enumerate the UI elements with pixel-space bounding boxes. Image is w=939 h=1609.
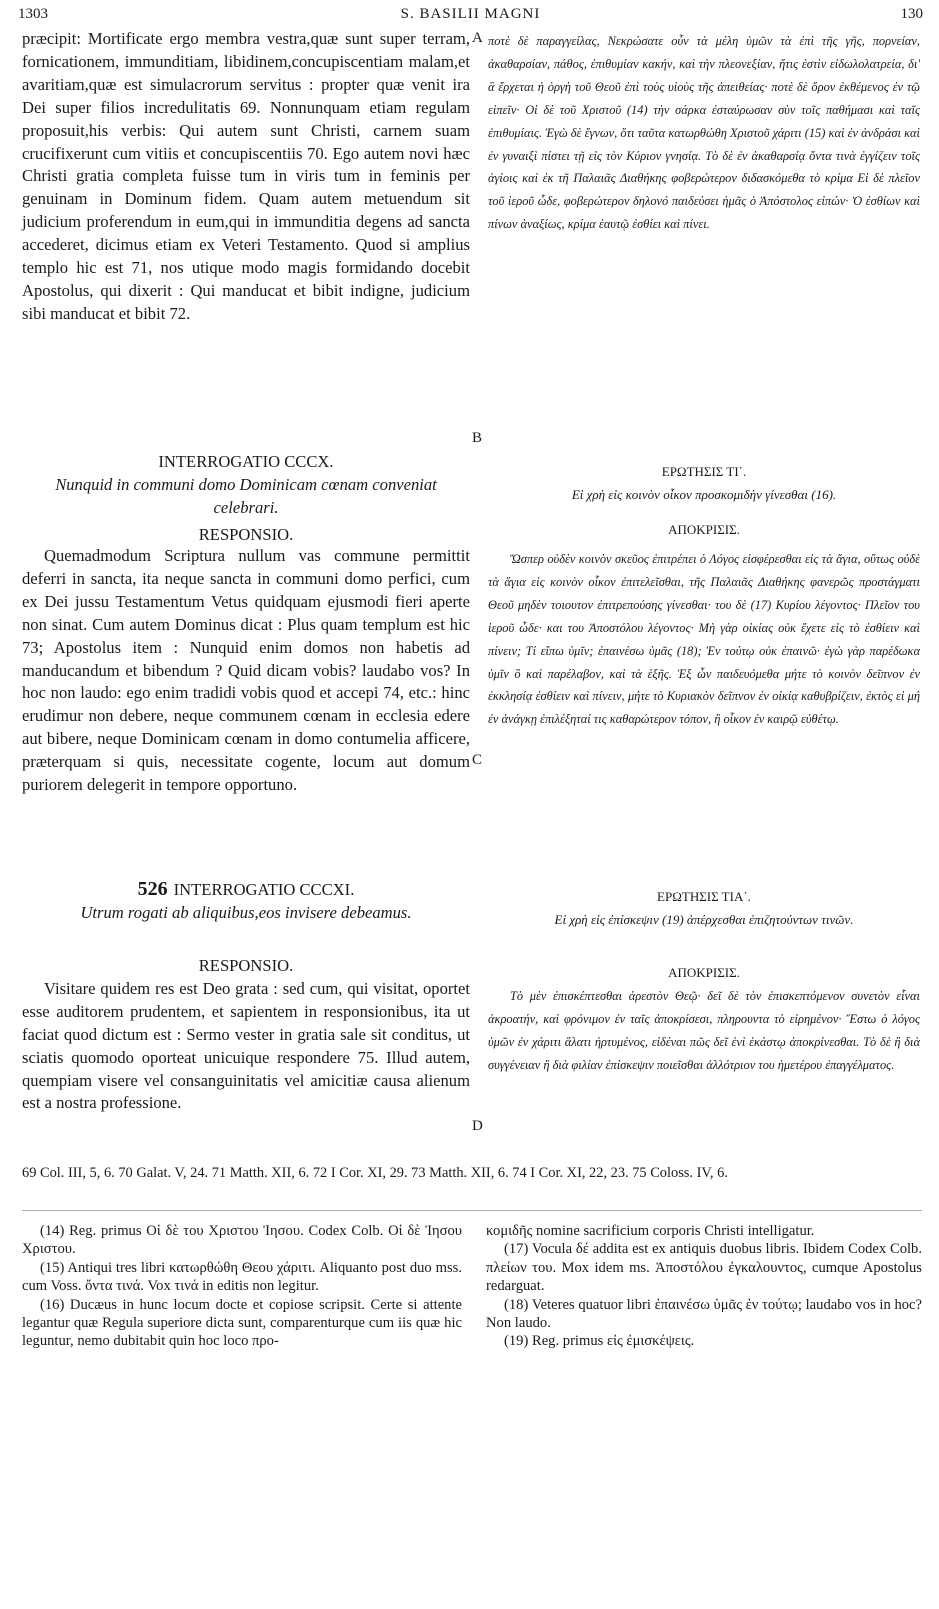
note-17: (17) Vocula δέ addita est ex antiquis duobus libris. Ibidem Codex Colb. πλείων του. Mox idem ms. Ἀποστόλου ἐγκαλουντος, cumque Apostolus redarguat.	[486, 1241, 922, 1295]
editorial-notes-left	[22, 1222, 462, 1351]
latin-q311-question: Utrum rogati ab aliquibus,eos invisere debeamus.	[80, 902, 412, 922]
latin-q311-response-block	[22, 955, 470, 1115]
margin-marker-d: D	[472, 1118, 483, 1134]
greek-q310-heading-block	[488, 461, 920, 542]
note-18: (18) Veteres quatuor libri ἐπαινέσω ὑμᾶς ἐν τούτῳ; laudabo vos in hoc? Non laudo.	[486, 1296, 922, 1332]
page-number-right: 130	[900, 6, 923, 22]
footnote-divider	[22, 1210, 922, 1211]
page-number-left: 1303	[18, 6, 48, 22]
latin-q310-heading-block	[22, 451, 470, 547]
greek-q311-heading-block	[488, 886, 920, 932]
latin-q310-response-block	[22, 545, 470, 797]
note-16: (16) Ducæus in hunc locum docte et copiose scripsit. Certe si attente legantur quæ Regula superiore dicta sunt, comparenturque cum iis quæ hic leguntur, nemo dubitabit quin hoc loco προ-	[22, 1296, 462, 1350]
running-header	[18, 6, 923, 28]
latin-q310-response-heading: RESPONSIO.	[198, 524, 294, 544]
latin-q311-heading: INTERROGATIO CCCXI.	[173, 880, 355, 899]
margin-marker-b: B	[472, 430, 483, 446]
greek-q311-question: Εἰ χρὴ εἰς ἐπίσκεψιν (19) ἀπέρχεσθαι ἐπιζητούντων τινῶν.	[554, 911, 854, 927]
latin-q311-response-heading: RESPONSIO.	[198, 956, 294, 975]
greek-q311-heading: ΕΡΩΤΗΣΙΣ ΤΙΑ΄.	[657, 889, 751, 904]
margin-marker-a: A	[472, 30, 483, 46]
greek-intro-block	[488, 30, 920, 236]
note-19: (19) Reg. primus εἰς ἐμισκέψεις.	[504, 1333, 695, 1350]
latin-q310-heading: INTERROGATIO CCCX.	[158, 452, 334, 471]
editorial-notes-right	[486, 1222, 922, 1351]
latin-intro-text: præcipit: Mortificate ergo membra vestra,quæ sunt super terram, fornicationem, immunditiam, libidinem,concupiscentiam malam,et avaritiam,quæ est simulacrorum servitus : propter quæ venit ira Dei super filios incredulitatis 69. Nonnunquam etiam regulam proposuit,his verbis: Qui autem sunt Christi, carnem suam crucifixerunt cum vitiis et concupiscentiis 70. Ego autem novi hæc Christi gratia completa fuisse tum in viris tum in feminis per genuinam in Dominum fidem. Quam autem metuendum sit judicium proferendum in eum,qui in immunditia degens ad sancta accederet, dicimus etiam ex Veteri Testamento. Quod si amplius templo hic est 71, nos utique modo magis formidando docebit Apostolus, qui dixerit : Qui manducat et bibit indigne, judicium sibi manducat et bibit 72.	[22, 29, 470, 323]
latin-intro-block	[22, 28, 470, 326]
greek-intro-text: ποτὲ δὲ παραγγείλας, Νεκρώσατε οὖν τὰ μέλη ὑμῶν τὰ ἐπὶ τῆς γῆς, πορνείαν, ἀκαθαρσίαν, πάθος, ἐπιθυμίαν κακήν, καὶ τὴν πλεονεξίαν, ἥτις ἐστὶν εἰδωλολατρεία, δι' ἃ ἔρχεται ἡ ὀργὴ τοῦ Θεοῦ ἐπὶ τοὺς υἱοὺς τῆς ἀπειθείας· ποτὲ δὲ ὅρον ἐκθέμενος ἐν τῷ εἰπεῖν· Οἱ δὲ τοῦ Χριστοῦ (14) τὴν σάρκα ἐσταύρωσαν σὺν τοῖς παθήμασι καὶ ταῖς ἐπιθυμίαις. Ἐγὼ δὲ ἔγνων, ὅτι ταῦτα κατωρθώθη Χριστοῦ χάριτι (15) καὶ ἐν ἀνδράσι καὶ ἐν γυναιξὶ πίστει τῇ εἰς τὸν Κύριον γνησίᾳ. Τὸ δὲ ἐν ἀκαθαρσίᾳ ὄντα τινὰ ἐγγίζειν τοῖς ἁγίοις καὶ ἐκ τῆ Παλαιᾶς Διαθήκης φοβερώτερον διδασκόμεθα τὸ κρίμα Εἰ δὲ πλεῖον τοῦ ἱεροῦ ὧδε, φοβερώτερον δηλονό παιδεύσει ἡμᾶς ὁ Ἀπόστολος εἰπών· Ὁ ἐσθίων καὶ πίνων ἀναξίως, κρίμα ἑαυτῷ ἐσθίει καὶ πίνει.	[488, 34, 920, 232]
latin-q310-response: Quemadmodum Scriptura nullum vas commune permittit deferri in sancta, ita neque sancta in communi domo perfici, cum ex Dei jussu Testamentum Vetus quidquam ejusmodi fieri aperte non sinat. Cum autem Dominus dicat : Plus quam templum est hic 73; Apostolus item : Nunquid enim domos non habetis ad manducandum et bibendum ? Quid dicam vobis? laudabo vos? In hoc non laudo: ego enim tradidi vobis quod et accepi 74, etc.: hinc erudimur non debere, neque communem cœnam in ecclesia edere aut bibere, neque Dominicam cœnam in domo contumelia afficere, præterquam si quis, necessitate cogente, locum aut domum puriorem delegerit in tempore opportuno.	[22, 546, 470, 795]
margin-marker-c: C	[472, 752, 483, 768]
greek-q310-response: Ὥσπερ οὐδὲν κοινὸν σκεῦος ἐπιτρέπει ὁ Λόγος εἰσφέρεσθαι εἰς τὰ ἅγια, οὕτως οὐδὲ τὰ ἅγια εἰς κοινὸν οἶκον ἐπιτελεῖσθαι, τῆς Παλαιᾶς Διαθήκης φανερῶς προστάγματι Θεοῦ μηδὲν τοιουτον ἐπιτρεπούσης γίνεσθαι· του δὲ (17) Κυρίου λέγοντος· Πλεῖον του ἱεροῦ ὧδε· και του Ἀποστόλου λέγοντος· Μὴ γὰρ οἰκίας οὐκ ἔχετε εἰς τὸ ἐσθίειν καὶ πίνειν; Τί εἴπω ὑμῖν; ἐπαινέσω ὑμᾶς (18); Ἐν τούτῳ οὐκ ἐπαινῶ· ἐγὼ γὰρ παρέδωκα ὑμῖν ὃ καὶ παρέλαβον, καὶ τὰ ἑξῆς. Ἐξ ὧν παιδευόμεθα μήτε τὸ κοινὸν δεῖπνον ἐν ἐκκλησίᾳ ἐσθίειν καὶ πίνειν, μήτε τὸ Κυριακὸν δεῖπνον ἐν οἰκίᾳ καθυβρίζειν, ἐκτὸς εἰ μή ἐν ἀνάγκῃ ἐπιλέξηταί τις καθαρώτερον τόπον, ἢ οἶκον ἐν καιρῷ εὐθέτῳ.	[488, 552, 920, 727]
greek-q310-question: Εἰ χρὴ εἰς κοινὸν οἶκον προσκομιδὴν γίνεσθαι (16).	[571, 486, 837, 502]
greek-q311-response-heading: ΑΠΟΚΡΙΣΙΣ.	[668, 965, 740, 980]
greek-q310-response-heading: ΑΠΟΚΡΙΣΙΣ.	[668, 521, 740, 537]
latin-q311-heading-block	[22, 878, 470, 925]
greek-q311-response: Τὸ μὲν ἐπισκέπτεσθαι ἀρεστὸν Θεῷ· δεῖ δὲ τὸν ἐπισκεπτόμενον συνετὸν εἶναι ἀκροατήν, καὶ φρόνιμον ἐν ταῖς ἀποκρίσεσι, πληρουντα τὸ εἰρημένον· Ἔστω ὁ λόγος ὑμῶν ἐν χάριτι ἅλατι ἠρτυμένος, εἰδέναι πῶς δεῖ ἑνὶ ἑκάστῳ ἀποκρίνεσθαι. Τὸ δὲ ἢ διὰ συγγένειαν ἢ διὰ φιλίαν ἐπίσκεψιν ποιεῖσθαι ἀλλότριον του ἡμετέρου ἐπαγγέλματος.	[488, 988, 920, 1072]
scripture-references	[22, 1163, 922, 1183]
greek-q310-response-block	[488, 548, 920, 731]
column-number: 526	[137, 878, 168, 900]
scripture-references-text: 69 Col. III, 5, 6. 70 Galat. V, 24. 71 Matth. XII, 6. 72 I Cor. XI, 29. 73 Matth. XII, 6. 74 I Cor. XI, 22, 23. 75 Coloss. IV, 6.	[22, 1165, 728, 1181]
latin-q310-question: Nunquid in communi domo Dominicam cœnam conveniat celebrari.	[55, 474, 437, 517]
note-15: (15) Antiqui tres libri κατωρθώθη Θεου χάριτι. Aliquanto post duo mss. cum Voss. ὄντα τινά. Vox τινά in editis non legitur.	[22, 1259, 462, 1295]
latin-q311-response: Visitare quidem res est Deo grata : sed cum, qui visitat, oportet esse auditorem prudentem, et sapientem in responsionibus, ita ut faciat quod dictum est : Sermo vester in gratia sale sit conditus, ut sciatis quomodo oporteat unicuique respondere 75. Illud autem, quempiam visere vel consanguinitatis vel amicitiæ causa alienum est a nostra professione.	[22, 978, 470, 1113]
greek-q310-heading: ΕΡΩΤΗΣΙΣ ΤΙ΄.	[661, 464, 747, 479]
greek-q311-response-block	[488, 962, 920, 1077]
note-14: (14) Reg. primus Οἱ δὲ του Χριστου Ἰησου. Codex Colb. Οἱ δὲ Ἰησου Χριστου.	[22, 1223, 462, 1258]
running-title: S. BASILII MAGNI	[400, 6, 541, 22]
note-16-continued: κομιδῆς nomine sacrificium corporis Christi intelligatur.	[486, 1223, 815, 1239]
